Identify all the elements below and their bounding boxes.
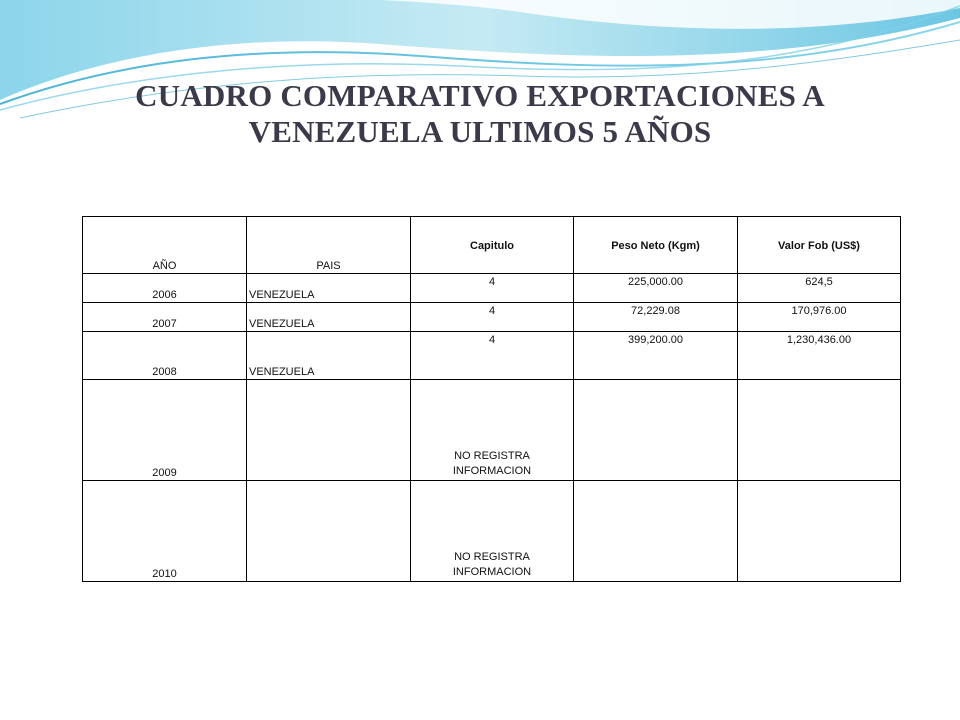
no-info-line-1: NO REGISTRA [454, 450, 530, 462]
slide-title-line-2: VENEZUELA ULTIMOS 5 AÑOS [248, 114, 712, 149]
no-info-line-2: INFORMACION [452, 566, 532, 578]
cell-net-weight: 72,229.08 [574, 303, 738, 332]
cell-fob-value [738, 380, 901, 481]
no-info-line-1: NO REGISTRA [454, 551, 530, 563]
cell-country: VENEZUELA [247, 274, 411, 303]
header-fob-value: Valor Fob (US$) [738, 217, 901, 274]
cell-net-weight: 399,200.00 [574, 332, 738, 380]
exports-table [82, 216, 901, 582]
slide-title-line-1: CUADRO COMPARATIVO EXPORTACIONES A [135, 78, 825, 113]
table-header-row [83, 217, 901, 274]
table-row [83, 303, 901, 332]
no-info-line-2: INFORMACION [452, 465, 532, 477]
cell-chapter: 4 [411, 303, 574, 332]
cell-chapter: 4 [411, 332, 574, 380]
table-row [83, 274, 901, 303]
cell-net-weight: 225,000.00 [574, 274, 738, 303]
slide-title [0, 78, 960, 150]
cell-country: VENEZUELA [247, 332, 411, 380]
cell-country [247, 380, 411, 481]
cell-net-weight [574, 481, 738, 582]
cell-no-info [411, 481, 574, 582]
cell-no-info [411, 380, 574, 481]
cell-country [247, 481, 411, 582]
cell-year: 2006 [83, 274, 247, 303]
cell-chapter: 4 [411, 274, 574, 303]
table-row [83, 380, 901, 481]
cell-year: 2008 [83, 332, 247, 380]
cell-fob-value: 624,5 [738, 274, 901, 303]
header-country: PAIS [247, 217, 411, 274]
cell-year: 2007 [83, 303, 247, 332]
cell-fob-value [738, 481, 901, 582]
table-row [83, 332, 901, 380]
cell-fob-value: 1,230,436.00 [738, 332, 901, 380]
cell-net-weight [574, 380, 738, 481]
table-row [83, 481, 901, 582]
cell-fob-value: 170,976.00 [738, 303, 901, 332]
cell-year: 2009 [83, 380, 247, 481]
cell-country: VENEZUELA [247, 303, 411, 332]
header-net-weight: Peso Neto (Kgm) [574, 217, 738, 274]
header-year: AÑO [83, 217, 247, 274]
header-chapter: Capitulo [411, 217, 574, 274]
cell-year: 2010 [83, 481, 247, 582]
